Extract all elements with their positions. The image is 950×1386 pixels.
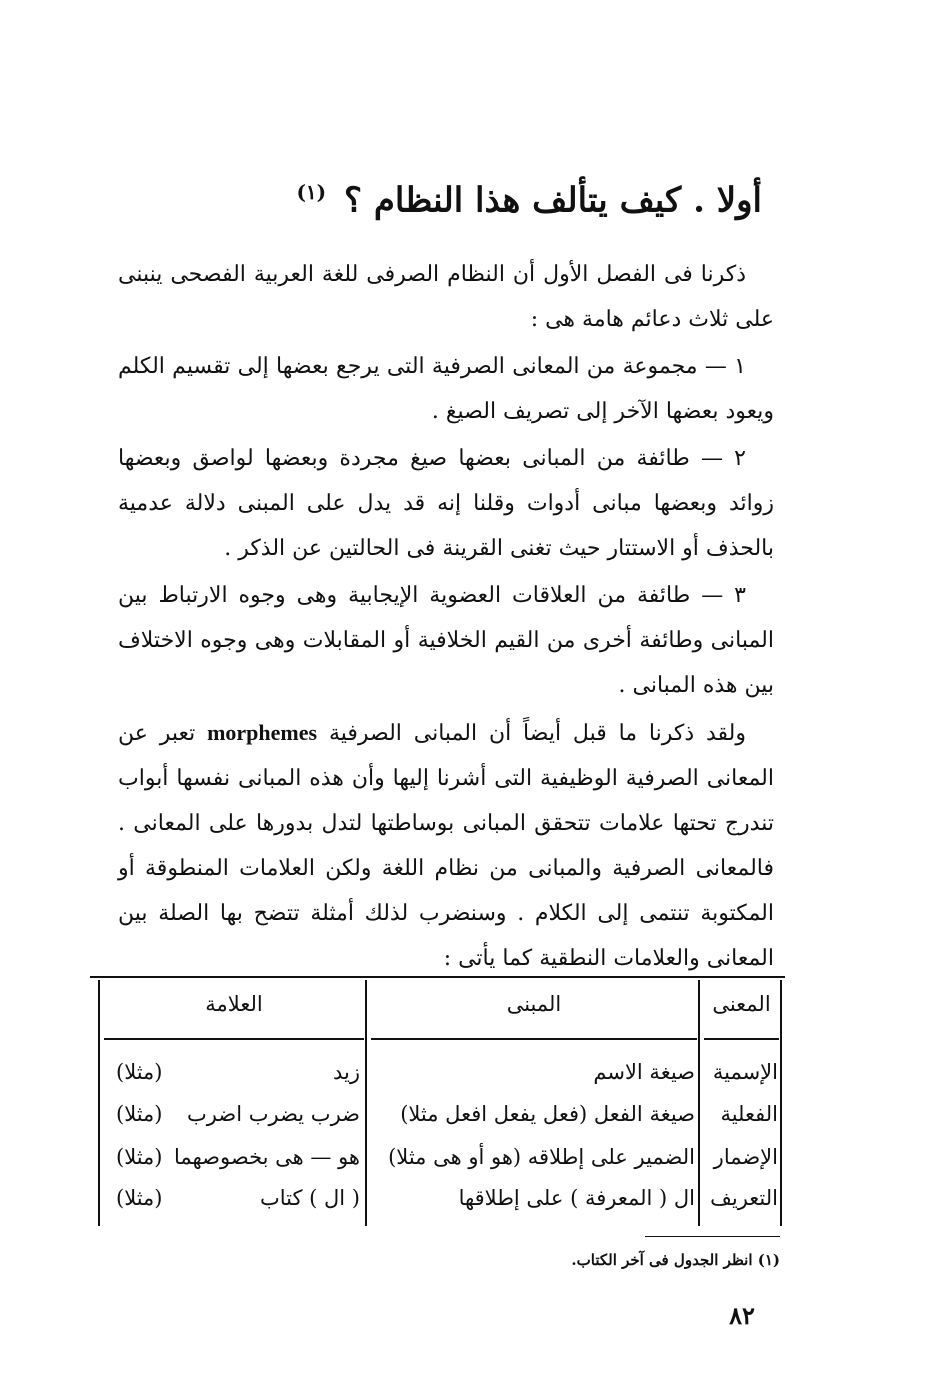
table-border-left: [98, 980, 100, 1226]
paragraph-morphemes-start: ولقد ذكرنا ما قبل أيضاً أن المبانى الصرفية: [328, 721, 746, 746]
page-number: ٨٢: [729, 1301, 755, 1330]
heading-text: أولا . كيف يتألف هذا النظام ؟: [343, 180, 762, 221]
table-row-4-sign-note: (مثلا): [116, 1186, 163, 1210]
header-meaning: المعنى: [712, 992, 771, 1016]
paragraph-intro: ذكرنا فى الفصل الأول أن النظام الصرفى للغة العربية الفصحى ينبنى على ثلاث دعائم هامة هى :: [118, 262, 774, 332]
table-row-3-meaning: الإضمار: [713, 1145, 778, 1169]
latin-term: morphemes: [207, 720, 318, 745]
table-row-2-form: صيغة الفعل (فعل يفعل افعل مثلا): [400, 1102, 695, 1126]
paragraph-morphemes: [118, 710, 774, 981]
table-row-1-meaning: الإسمية: [712, 1060, 778, 1084]
footnote-reference: (١): [296, 180, 327, 204]
header-underline-form: [371, 1038, 697, 1040]
table-row-1-sign-note: (مثلا): [116, 1060, 163, 1084]
footnote: (١) انظر الجدول فى آخر الكتاب.: [571, 1251, 780, 1269]
meaning-form-sign-table: [90, 976, 785, 1226]
section-heading: [162, 180, 762, 220]
table-row-2-sign: ضرب يضرب اضرب: [187, 1102, 360, 1126]
table-row-2-meaning: الفعلية: [720, 1102, 778, 1126]
table-row-4-sign: ( ال ) كتاب: [259, 1186, 360, 1210]
body-text: [118, 252, 774, 983]
table-row-1-sign: زيد: [332, 1060, 360, 1084]
table-row-2-sign-note: (مثلا): [116, 1102, 163, 1126]
header-underline-sign: [104, 1038, 364, 1040]
paragraph-morphemes-rest: تعبر عن المعانى الصرفية الوظيفية التى أشرنا إليها وأن هذه المبانى نفسها أبواب تندرج تحتها علامات تتحقق المبانى بوساطتها لتدل بدورها على المعانى . فالمعانى الصرفية والمبانى من نظام اللغة ولكن العلامات المنطوقة أو المكتوبة تنتمى إلى الكلام . وسنضرب لذلك أمثلة تتضح بها الصلة بين المعانى والعلامات النطقية كما يأتى :: [118, 721, 774, 971]
footnote-separator: [645, 1236, 780, 1237]
table-row-3-sign: هو — هى بخصوصهما: [173, 1145, 360, 1169]
table-column-divider-1: [365, 980, 367, 1226]
header-underline-meaning: [704, 1038, 779, 1040]
table-row-1-form: صيغة الاسم: [593, 1060, 695, 1084]
header-sign: العلامة: [205, 992, 263, 1016]
paragraph-item-1: ١ — مجموعة من المعانى الصرفية التى يرجع بعضها إلى تقسيم الكلم ويعود بعضها الآخر إلى تصريف الصيغ .: [118, 354, 774, 424]
table-row-4-form: ال ( المعرفة ) على إطلاقها: [458, 1186, 695, 1210]
table-column-divider-2: [698, 980, 700, 1226]
table-row-4-meaning: التعريف: [710, 1186, 778, 1210]
table-row-3-form: الضمير على إطلاقه (هو أو هى مثلا): [388, 1145, 695, 1169]
table-row-3-sign-note: (مثلا): [116, 1145, 163, 1169]
paragraph-item-2: ٢ — طائفة من المبانى بعضها صيغ مجردة وبعضها لواصق وبعضها زوائد وبعضها مبانى أدوات وقلنا إنه قد يدل على المبنى دلالة عدمية بالحذف أو الاستتار حيث تغنى القرينة فى الحالتين عن الذكر .: [118, 446, 774, 561]
paragraph-item-3: ٣ — طائفة من العلاقات العضوية الإيجابية وهى وجوه الارتباط بين المبانى وطائفة أخرى من القيم الخلافية أو المقابلات وهى وجوه الاختلاف بين هذه المبانى .: [118, 583, 774, 698]
header-form: المبنى: [506, 992, 562, 1016]
table-border-right: [780, 980, 782, 1226]
